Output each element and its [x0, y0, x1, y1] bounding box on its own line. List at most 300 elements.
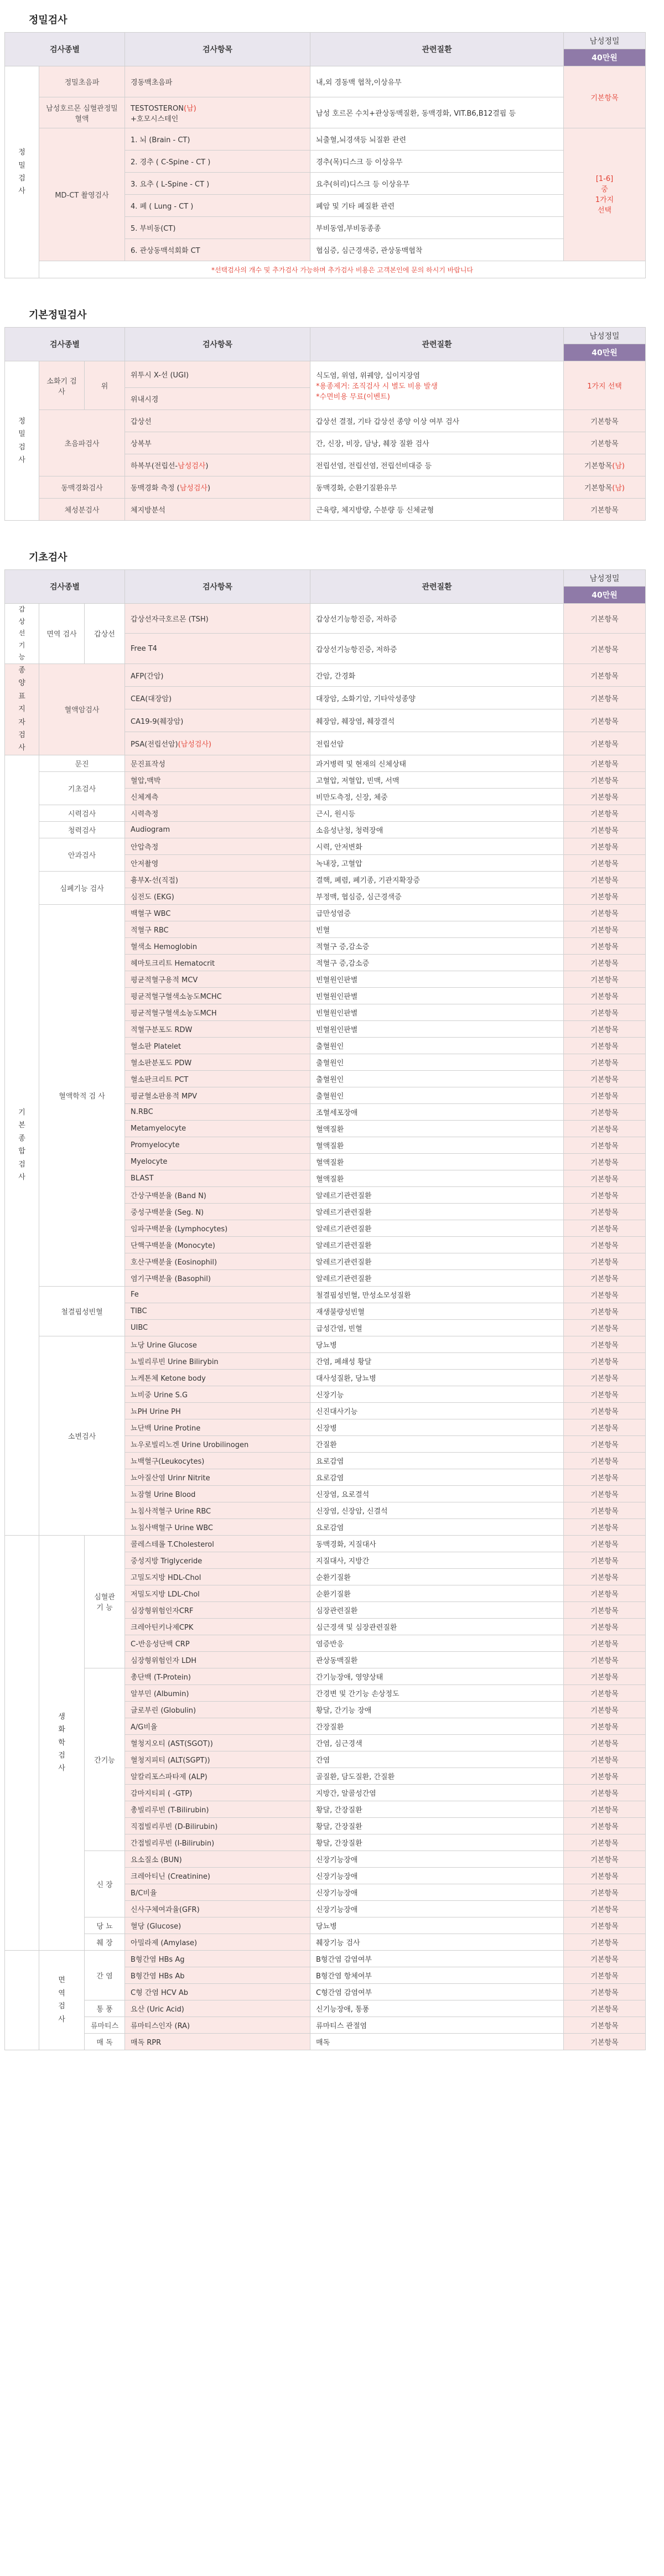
item-cell: 평균적혈구혈색소농도MCH	[125, 1004, 310, 1020]
item-cell: 류마티스인자 (RA)	[125, 2017, 310, 2033]
related-cell: 소음성난청, 청력장애	[310, 821, 564, 838]
item-text: )	[205, 462, 209, 470]
item-cell: 요산 (Uric Acid)	[125, 2000, 310, 2017]
item-cell: 혈소판분포도 PDW	[125, 1054, 310, 1070]
package-cell	[564, 454, 646, 476]
related-cell: 출혈원인	[310, 1037, 564, 1054]
related-cell: 갑상선기능항진증, 저하증	[310, 634, 564, 664]
item-cell: 백혈구 WBC	[125, 904, 310, 921]
item-text: +호모시스테인	[131, 115, 179, 123]
item-cell: 뇨빌리루빈 Urine Bilirybin	[125, 1352, 310, 1369]
item-cell: 크레아틴키나제CPK	[125, 1618, 310, 1635]
related-cell: 동맥경화, 지질대사	[310, 1535, 564, 1552]
related-cell: 황달, 간기능 장애	[310, 1701, 564, 1718]
package-cell: 기본항목	[564, 1186, 646, 1203]
package-cell: 기본항목	[564, 1369, 646, 1386]
item-cell: 임파구백분율 (Lymphocytes)	[125, 1220, 310, 1236]
category-cell: 철결핍성빈혈	[39, 1286, 125, 1336]
item-cell: 안압측정	[125, 838, 310, 854]
item-cell: 시력측정	[125, 805, 310, 821]
header-item: 검사항목	[125, 33, 310, 66]
item-cell: 뇨침사백혈구 Urine WBC	[125, 1518, 310, 1535]
package-cell: 기본항목	[564, 1402, 646, 1419]
package-cell: 기본항목	[564, 854, 646, 871]
category-cell: 소화기 검 사	[39, 361, 85, 410]
item-cell: 심장형위험인자CRF	[125, 1601, 310, 1618]
item-cell: 적혈구분포도 RDW	[125, 1020, 310, 1037]
package-cell: 기본항목	[564, 1635, 646, 1651]
related-cell: 조혈세포장애	[310, 1103, 564, 1120]
subcategory-cell: 당 뇨	[85, 1917, 125, 1934]
related-cell: 염증반응	[310, 1635, 564, 1651]
related-cell: 재생불량성빈혈	[310, 1303, 564, 1319]
package-cell: 기본항목	[564, 1618, 646, 1635]
group-label-text: 기본 종합 검사	[18, 1108, 25, 1181]
package-cell: 기본항목	[564, 664, 646, 686]
related-cell: 빈혈	[310, 921, 564, 937]
related-cell: 빈혈원인판별	[310, 971, 564, 987]
subcategory-cell: 류마티스	[85, 2017, 125, 2033]
package-cell: 기본항목	[564, 1120, 646, 1137]
package-cell: 기본항목	[564, 904, 646, 921]
related-cell: 신장기능장애	[310, 1867, 564, 1884]
package-cell: 기본항목	[564, 1054, 646, 1070]
package-cell: 기본항목	[564, 1435, 646, 1452]
package-cell: 기본항목	[564, 1950, 646, 1967]
package-cell: 기본항목	[564, 1684, 646, 1701]
subcategory-cell: 갑상선	[85, 604, 125, 664]
package-cell: 기본항목	[564, 1601, 646, 1618]
related-cell: 간경변 및 간기능 손상정도	[310, 1684, 564, 1701]
related-cell: 알레르기관련질환	[310, 1186, 564, 1203]
package-cell: 기본항목	[564, 1485, 646, 1502]
group-label-text: 생화학 검 사	[58, 1712, 65, 1773]
related-cell: 간장질환	[310, 1718, 564, 1734]
basic-table	[4, 569, 646, 2050]
related-cell: B형간염 항체여부	[310, 1967, 564, 1983]
related-cell: 내,외 경동맥 협착,이상유무	[310, 66, 564, 97]
related-cell: 황달, 간장질환	[310, 1801, 564, 1817]
related-cell: 신기능장애, 통풍	[310, 2000, 564, 2017]
related-cell: 신장기능	[310, 1386, 564, 1402]
package-line: [1-6]	[595, 174, 614, 183]
header-package: 남성정밀	[564, 33, 646, 49]
package-cell: 기본항목	[564, 66, 646, 128]
group-label	[39, 1950, 85, 2050]
item-cell: 크레아티닌 (Creatinine)	[125, 1867, 310, 1884]
item-cell	[125, 476, 310, 499]
item-cell: 직접빌리루빈 (D-Bilirubin)	[125, 1817, 310, 1834]
package-cell: 기본항목	[564, 1784, 646, 1801]
item-cell: 5. 부비동(CT)	[125, 217, 310, 239]
item-cell: 위투시 X-선 (UGI)	[125, 361, 310, 388]
package-line: 선택	[597, 206, 612, 215]
related-cell: 출혈원인	[310, 1070, 564, 1087]
item-cell: TIBC	[125, 1303, 310, 1319]
item-cell	[125, 732, 310, 755]
item-cell: 3. 요추 ( L-Spine - CT )	[125, 173, 310, 195]
item-cell: 평균혈소판용적 MPV	[125, 1087, 310, 1103]
package-cell: 기본항목	[564, 954, 646, 971]
package-cell: 기본항목	[564, 1286, 646, 1303]
package-red-text: (남)	[612, 484, 625, 493]
item-cell: 고밀도지방 HDL-Chol	[125, 1568, 310, 1585]
item-red-text: 남성검사	[178, 462, 206, 470]
related-cell: 혈액질환	[310, 1170, 564, 1186]
related-cell: 황달, 간장질환	[310, 1817, 564, 1834]
note: *선택검사의 개수 및 추가검사 가능하며 추가검사 비용은 고객본인에 문의 하시기 바랍니다	[39, 261, 646, 278]
item-cell: 뇨PH Urine PH	[125, 1402, 310, 1419]
related-cell: 알레르기관련질환	[310, 1269, 564, 1286]
related-cell: 부비동염,부비동종종	[310, 217, 564, 239]
package-cell: 기본항목	[564, 2000, 646, 2017]
item-cell: 헤마토크리트 Hematocrit	[125, 954, 310, 971]
package-cell: 기본항목	[564, 1983, 646, 2000]
related-cell: 출혈원인	[310, 1054, 564, 1070]
package-cell	[564, 128, 646, 261]
group-label-text: 종 양 표지자 검 사	[18, 666, 25, 753]
package-cell: 기본항목	[564, 634, 646, 664]
item-cell: 매독 RPR	[125, 2033, 310, 2050]
package-cell: 기본항목	[564, 1004, 646, 1020]
item-cell: 요소질소 (BUN)	[125, 1851, 310, 1867]
related-cell: 간염, 심근경색	[310, 1734, 564, 1751]
header-price: 40만원	[564, 49, 646, 66]
item-cell: 혈당 (Glucose)	[125, 1917, 310, 1934]
package-cell: 기본항목	[564, 937, 646, 954]
related-cell: 갑상선기능항진증, 저하증	[310, 604, 564, 634]
item-cell: BLAST	[125, 1170, 310, 1186]
package-cell: 기본항목	[564, 1917, 646, 1934]
related-cell: 혈액질환	[310, 1120, 564, 1137]
package-cell: 기본항목	[564, 1087, 646, 1103]
package-cell: 기본항목	[564, 1851, 646, 1867]
related-cell: 폐암 및 기타 폐질환 관련	[310, 195, 564, 217]
category-cell: 청력검사	[39, 821, 125, 838]
item-cell: 염기구백분율 (Basophil)	[125, 1269, 310, 1286]
item-cell: 혈색소 Hemoglobin	[125, 937, 310, 954]
header-category: 검사종별	[5, 33, 125, 66]
basic-table-body	[5, 604, 646, 2050]
related-cell: 순환기질환	[310, 1585, 564, 1601]
item-cell: 4. 폐 ( Lung - CT )	[125, 195, 310, 217]
item-cell: 혈청지피티 (ALT(SGPT))	[125, 1751, 310, 1768]
item-cell: 안저촬영	[125, 854, 310, 871]
item-cell: CA19-9(췌장암)	[125, 709, 310, 732]
subcategory-cell: 통 풍	[85, 2000, 125, 2017]
item-cell	[125, 454, 310, 476]
related-cell: 당뇨병	[310, 1336, 564, 1352]
package-cell: 기본항목	[564, 1352, 646, 1369]
item-cell: 뇨당 Urine Glucose	[125, 1336, 310, 1352]
package-cell: 기본항목	[564, 1718, 646, 1734]
package-line: 1가지	[595, 195, 614, 204]
package-cell: 기본항목	[564, 788, 646, 805]
item-cell: A/G비율	[125, 1718, 310, 1734]
group-label	[5, 604, 39, 664]
related-cell: 갑상선 결절, 기타 갑상선 종양 이상 여부 검사	[310, 410, 564, 432]
related-cell: 협심증, 심근경색증, 관상동맥협착	[310, 239, 564, 261]
item-cell: 혈소판 Platelet	[125, 1037, 310, 1054]
related-cell: 급성간염, 빈혈	[310, 1319, 564, 1336]
item-cell	[125, 97, 310, 128]
group-label-text: 면역 검사	[58, 1976, 65, 2024]
package-cell: 기본항목	[564, 1768, 646, 1784]
header-item: 검사항목	[125, 570, 310, 604]
category-cell: 남성호르몬 심혈관정밀혈액	[39, 97, 125, 128]
related-cell: 요로감염	[310, 1518, 564, 1535]
package-red-text: (남)	[612, 462, 625, 470]
related-cell: 녹내장, 고혈압	[310, 854, 564, 871]
related-cell: 요로감염	[310, 1469, 564, 1485]
category-cell: 혈액학적 검 사	[39, 904, 125, 1286]
package-cell: 기본항목	[564, 1651, 646, 1668]
related-cell: 관상동맥질환	[310, 1651, 564, 1668]
item-cell: 중성구백분율 (Seg. N)	[125, 1203, 310, 1220]
related-cell: 신진대사기능	[310, 1402, 564, 1419]
package-cell: 기본항목	[564, 1103, 646, 1120]
related-cell: 간암, 간경화	[310, 664, 564, 686]
package-cell: 기본항목	[564, 1170, 646, 1186]
package-cell: 기본항목	[564, 1801, 646, 1817]
item-cell: Myelocyte	[125, 1153, 310, 1170]
related-cell: 혈액질환	[310, 1153, 564, 1170]
package-cell: 기본항목	[564, 1817, 646, 1834]
item-cell: N.RBC	[125, 1103, 310, 1120]
category-cell: 소변검사	[39, 1336, 125, 1535]
item-cell: 평균적혈구용적 MCV	[125, 971, 310, 987]
item-cell: 평균적혈구혈색소농도MCHC	[125, 987, 310, 1004]
related-cell: 급만성염증	[310, 904, 564, 921]
item-cell: 뇨침사적혈구 Urine RBC	[125, 1502, 310, 1518]
related-cell: 비만도측정, 신장, 체중	[310, 788, 564, 805]
related-cell: 지방간, 알콜성간염	[310, 1784, 564, 1801]
category-cell: 기초검사	[39, 771, 125, 805]
related-cell: 지질대사, 지방간	[310, 1552, 564, 1568]
category-cell: 문진	[39, 755, 125, 771]
package-cell: 기본항목	[564, 1867, 646, 1884]
related-cell: 알레르기관련질환	[310, 1203, 564, 1220]
item-cell: 신사구체여과율(GFR)	[125, 1900, 310, 1917]
related-cell: 남성 호르몬 수치+관상동맥질환, 동맥경화, VIT.B6,B12결핍 등	[310, 97, 564, 128]
package-cell: 기본항목	[564, 1834, 646, 1851]
package-cell: 기본항목	[564, 1336, 646, 1352]
subcategory-cell: 간기능	[85, 1668, 125, 1851]
package-cell: 기본항목	[564, 1469, 646, 1485]
package-cell: 기본항목	[564, 1269, 646, 1286]
package-cell: 기본항목	[564, 2033, 646, 2050]
item-cell: 중성지방 Triglyceride	[125, 1552, 310, 1568]
package-cell: 기본항목	[564, 410, 646, 432]
item-text: PSA(전립선암)	[131, 740, 178, 749]
package-cell: 기본항목	[564, 1070, 646, 1087]
related-cell: 고혈압, 저혈압, 빈맥, 서맥	[310, 771, 564, 788]
item-cell: 간상구백분율 (Band N)	[125, 1186, 310, 1203]
group-label-blank	[5, 1535, 39, 1950]
related-cell: 요추(허리)디스크 등 이상유무	[310, 173, 564, 195]
item-cell: C형 간염 HCV Ab	[125, 1983, 310, 2000]
group-label-text: 정 밀 검 사	[18, 417, 25, 464]
related-cell: 대사성질환, 당뇨병	[310, 1369, 564, 1386]
related-cell: 알레르기관련질환	[310, 1253, 564, 1269]
package-cell: 기본항목	[564, 805, 646, 821]
group-label	[5, 664, 39, 755]
item-cell: 갑상선자극호르몬 (TSH)	[125, 604, 310, 634]
item-cell: 갑상선	[125, 410, 310, 432]
header-item: 검사항목	[125, 328, 310, 361]
category-cell: 심폐기능 검사	[39, 871, 125, 904]
related-cell: 심장관련질환	[310, 1601, 564, 1618]
package-cell: 기본항목	[564, 1552, 646, 1568]
item-cell: 심전도 (EKG)	[125, 888, 310, 904]
item-cell: B형간염 HBs Ag	[125, 1950, 310, 1967]
package-cell: 기본항목	[564, 1020, 646, 1037]
item-cell: CEA(대장암)	[125, 687, 310, 709]
package-cell: 기본항목	[564, 971, 646, 987]
package-cell: 기본항목	[564, 1884, 646, 1900]
package-line: 중	[601, 185, 608, 194]
related-cell: 대장암, 소화기암, 기타악성종양	[310, 687, 564, 709]
related-cell: 결핵, 폐렴, 폐기종, 기관지확장증	[310, 871, 564, 888]
item-cell: 1. 뇌 (Brain - CT)	[125, 128, 310, 151]
category-cell: 동맥경화검사	[39, 476, 125, 499]
package-cell: 기본항목	[564, 1452, 646, 1469]
item-cell: 뇨백혈구(Leukocytes)	[125, 1452, 310, 1469]
package-cell: 기본항목	[564, 1319, 646, 1336]
header-package: 남성정밀	[564, 328, 646, 344]
package-cell: 기본항목	[564, 1253, 646, 1269]
item-cell: 콜레스테롤 T.Cholesterol	[125, 1535, 310, 1552]
item-cell: 심장형위험인자 LDH	[125, 1651, 310, 1668]
item-cell: 경동맥초음파	[125, 66, 310, 97]
item-cell: 혈청지오티 (AST(SGOT))	[125, 1734, 310, 1751]
item-cell: B형간염 HBs Ab	[125, 1967, 310, 1983]
related-cell: 빈혈원인판별	[310, 987, 564, 1004]
section-title-basic: 기초검사	[29, 552, 68, 563]
package-cell: 기본항목	[564, 1502, 646, 1518]
item-cell: 흉부X-선(직접)	[125, 871, 310, 888]
item-cell: 아밀라제 (Amylase)	[125, 1934, 310, 1950]
category-cell: 정밀초음파	[39, 66, 125, 97]
subcategory-cell: 매 독	[85, 2033, 125, 2050]
group-label-blank	[5, 1950, 39, 2050]
package-cell: 기본항목	[564, 709, 646, 732]
category-cell: 혈액암검사	[39, 664, 125, 755]
category-cell: 시력검사	[39, 805, 125, 821]
package-cell: 기본항목	[564, 1203, 646, 1220]
related-red-text: *용종제거: 조직검사 시 별도 비용 발생	[316, 382, 438, 391]
package-cell: 기본항목	[564, 755, 646, 771]
item-cell: 뇨우로빌리노겐 Urine Urobilinogen	[125, 1435, 310, 1452]
item-cell: 저밀도지방 LDL-Chol	[125, 1585, 310, 1601]
group-label	[5, 755, 39, 1535]
package-cell: 기본항목	[564, 604, 646, 634]
package-cell: 기본항목	[564, 987, 646, 1004]
related-cell: B형간염 감염여부	[310, 1950, 564, 1967]
item-cell: 알부민 (Albumin)	[125, 1684, 310, 1701]
item-red-text: 남성검사	[179, 484, 208, 493]
package-cell: 기본항목	[564, 1386, 646, 1402]
package-cell: 기본항목	[564, 888, 646, 904]
precision-table	[4, 32, 646, 278]
related-cell: 근시, 원시등	[310, 805, 564, 821]
section-title-precision: 정밀검사	[29, 14, 68, 26]
package-cell: 기본항목	[564, 687, 646, 709]
item-cell: 뇨비중 Urine S.G	[125, 1386, 310, 1402]
related-cell: 심근경색 및 심장관련질환	[310, 1618, 564, 1635]
related-cell: 빈혈원인판별	[310, 1004, 564, 1020]
item-cell: 뇨케톤체 Ketone body	[125, 1369, 310, 1386]
category-cell: MD-CT 촬영검사	[39, 128, 125, 261]
item-cell: C-반응성단백 CRP	[125, 1635, 310, 1651]
header-price: 40만원	[564, 344, 646, 361]
related-cell: 혈액질환	[310, 1137, 564, 1153]
related-cell: 간, 신장, 비장, 담낭, 췌장 질환 검사	[310, 432, 564, 454]
package-cell: 기본항목	[564, 732, 646, 755]
item-text: 하복부(전립선-	[131, 462, 178, 470]
category-cell: 체성분검사	[39, 499, 125, 521]
related-cell: 경추(목)디스크 등 이상유무	[310, 151, 564, 173]
item-cell: 신체계측	[125, 788, 310, 805]
related-cell	[310, 361, 564, 410]
related-cell: 신장기능장애	[310, 1851, 564, 1867]
related-cell: 신장염, 신장암, 신결석	[310, 1502, 564, 1518]
item-cell: 감마지티피 ( -GTP)	[125, 1784, 310, 1801]
package-cell: 기본항목	[564, 821, 646, 838]
item-cell: AFP(간암)	[125, 664, 310, 686]
group-label	[39, 1535, 85, 1950]
package-cell: 기본항목	[564, 1137, 646, 1153]
related-cell: 류마티스 관절염	[310, 2017, 564, 2033]
package-cell	[564, 476, 646, 499]
item-cell: 위내시경	[125, 388, 310, 410]
related-cell: 철결핍성빈혈, 만성소모성질환	[310, 1286, 564, 1303]
related-cell: 췌장암, 췌장염, 췌장결석	[310, 709, 564, 732]
related-cell: 황달, 간장질환	[310, 1834, 564, 1851]
item-text: )	[207, 484, 211, 493]
related-cell: 전립선염, 전립선염, 전립선비대증 등	[310, 454, 564, 476]
package-cell: 기본항목	[564, 1535, 646, 1552]
related-cell: 근육량, 체지방량, 수분량 등 신체균형	[310, 499, 564, 521]
related-cell: 신장염, 요로결석	[310, 1485, 564, 1502]
related-text: 식도염, 위염, 위궤양, 십이지장염	[316, 372, 421, 380]
subcategory-cell: 신 장	[85, 1851, 125, 1917]
item-text: 동맥경화 측정 (	[131, 484, 180, 493]
item-cell: 체지방분석	[125, 499, 310, 521]
subcategory-cell: 위	[85, 361, 125, 410]
related-cell: C형간염 감염여부	[310, 1983, 564, 2000]
related-cell: 당뇨병	[310, 1917, 564, 1934]
related-cell: 간염	[310, 1751, 564, 1768]
item-cell: 호산구백분율 (Eosinophil)	[125, 1253, 310, 1269]
package-cell: 기본항목	[564, 1419, 646, 1435]
header-category: 검사종별	[5, 570, 125, 604]
related-red-text: *수면비용 무료(이벤트)	[316, 393, 390, 401]
item-red-text: (남)	[184, 104, 196, 113]
basic-precision-table	[4, 327, 646, 521]
item-cell: 문진표작성	[125, 755, 310, 771]
item-cell: Metamyelocyte	[125, 1120, 310, 1137]
related-cell: 시력, 안저변화	[310, 838, 564, 854]
related-cell: 간염, 폐쇄성 황달	[310, 1352, 564, 1369]
package-cell: 기본항목	[564, 1967, 646, 1983]
item-cell: 6. 관상동맥석회화 CT	[125, 239, 310, 261]
item-cell: 혈압,맥박	[125, 771, 310, 788]
package-cell: 기본항목	[564, 1518, 646, 1535]
related-cell: 빈혈원인판별	[310, 1020, 564, 1037]
related-cell: 적혈구 증,감소증	[310, 937, 564, 954]
header-related: 관련질환	[310, 328, 564, 361]
